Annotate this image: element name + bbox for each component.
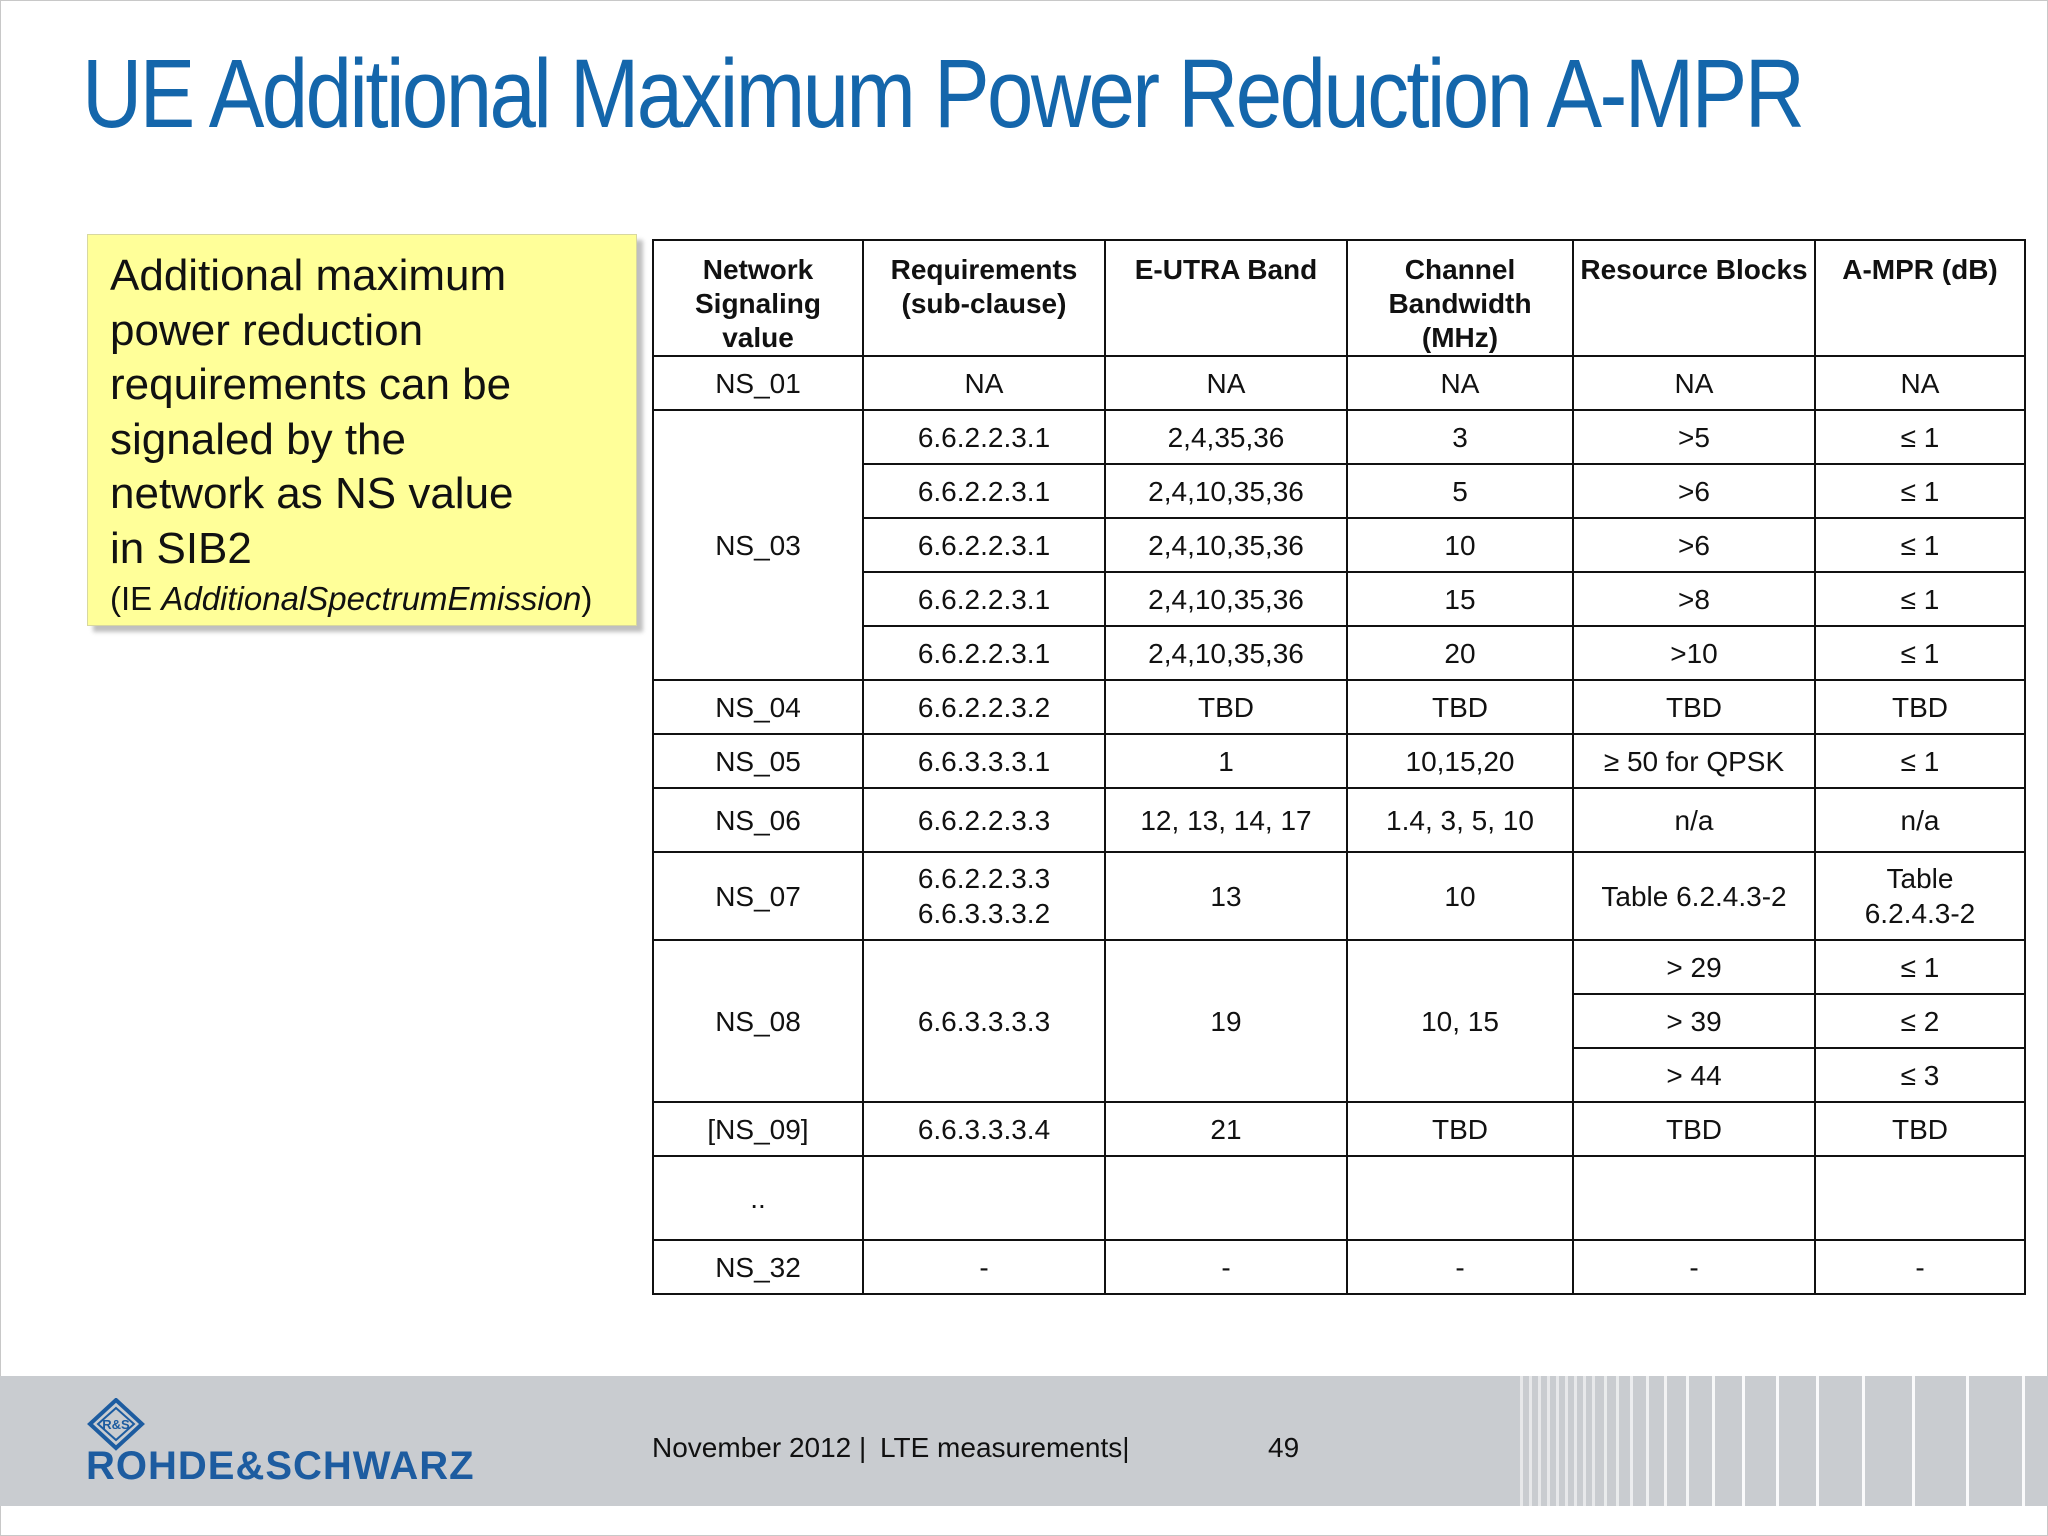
footer-date: November 2012 | bbox=[652, 1432, 867, 1463]
table-row bbox=[653, 1156, 2025, 1240]
table-cell: ≤ 1 bbox=[1815, 518, 2025, 572]
table-cell: .. bbox=[653, 1156, 863, 1240]
table-cell: ≤ 1 bbox=[1815, 410, 2025, 464]
table-cell: NA bbox=[1347, 356, 1573, 410]
table-cell: NS_32 bbox=[653, 1240, 863, 1294]
cell-line: 6.6.2.2.3.3 bbox=[917, 863, 1051, 894]
slide-title: UE Additional Maximum Power Reduction A-MPR bbox=[82, 39, 1803, 148]
table-cell: - bbox=[1573, 1240, 1815, 1294]
table-cell: 6.6.2.2.3.1 bbox=[863, 518, 1105, 572]
table-cell: 10 bbox=[1347, 518, 1573, 572]
table-row bbox=[653, 788, 2025, 852]
table-cell: NS_04 bbox=[653, 680, 863, 734]
table-cell: - bbox=[1347, 1240, 1573, 1294]
table-cell: - bbox=[1815, 1240, 2025, 1294]
ie-name: AdditionalSpectrumEmission bbox=[161, 580, 582, 617]
callout-line: in SIB2 bbox=[110, 523, 252, 573]
table-cell: ≥ 50 for QPSK bbox=[1573, 734, 1815, 788]
table-cell: >8 bbox=[1573, 572, 1815, 626]
table-cell: > 44 bbox=[1573, 1048, 1815, 1102]
table-cell: TBD bbox=[1815, 1102, 2025, 1156]
table-cell: 10, 15 bbox=[1347, 940, 1573, 1102]
table-cell: ≤ 3 bbox=[1815, 1048, 2025, 1102]
table-cell bbox=[1815, 1156, 2025, 1240]
ie-prefix: (IE bbox=[110, 580, 162, 617]
table-cell: 2,4,10,35,36 bbox=[1105, 464, 1347, 518]
table-row bbox=[653, 356, 2025, 410]
table-row bbox=[653, 1102, 2025, 1156]
table-cell: ≤ 1 bbox=[1815, 626, 2025, 680]
table-cell: [NS_09] bbox=[653, 1102, 863, 1156]
table-cell: 10 bbox=[1347, 852, 1573, 940]
table-cell: 6.6.3.3.3.1 bbox=[863, 734, 1105, 788]
table-cell: ≤ 1 bbox=[1815, 940, 2025, 994]
callout-line: network as NS value bbox=[110, 469, 514, 518]
page-number: 49 bbox=[1268, 1432, 1300, 1463]
table-cell: TBD bbox=[1573, 1102, 1815, 1156]
table-cell: 2,4,10,35,36 bbox=[1105, 572, 1347, 626]
header-resource-blocks: Resource Blocks bbox=[1573, 240, 1815, 356]
table-row bbox=[653, 680, 2025, 734]
table-cell: NS_08 bbox=[653, 940, 863, 1102]
table-cell: ≤ 1 bbox=[1815, 572, 2025, 626]
table-cell: >5 bbox=[1573, 410, 1815, 464]
ampr-table bbox=[652, 239, 2026, 1295]
table-cell: >6 bbox=[1573, 518, 1815, 572]
table-cell: ≤ 2 bbox=[1815, 994, 2025, 1048]
table-cell bbox=[863, 852, 1105, 940]
table-cell: 2,4,10,35,36 bbox=[1105, 626, 1347, 680]
table-cell: 15 bbox=[1347, 572, 1573, 626]
header-ns-value: Network Signaling value bbox=[653, 240, 863, 356]
table-cell: 10,15,20 bbox=[1347, 734, 1573, 788]
table-cell: 2,4,35,36 bbox=[1105, 410, 1347, 464]
table-cell: TBD bbox=[1347, 1102, 1573, 1156]
table-cell: > 39 bbox=[1573, 994, 1815, 1048]
table-cell: TBD bbox=[1815, 680, 2025, 734]
header-channel-bandwidth: Channel Bandwidth (MHz) bbox=[1347, 240, 1573, 356]
table-cell: 1.4, 3, 5, 10 bbox=[1347, 788, 1573, 852]
table-cell: TBD bbox=[1105, 680, 1347, 734]
table-cell: 6.6.3.3.3.3 bbox=[863, 940, 1105, 1102]
table-cell: NS_03 bbox=[653, 410, 863, 680]
table-row bbox=[653, 1240, 2025, 1294]
table-cell: NA bbox=[863, 356, 1105, 410]
rohde-schwarz-logo bbox=[86, 1398, 546, 1488]
table-cell: 6.6.2.2.3.3 bbox=[863, 788, 1105, 852]
header-band: E-UTRA Band bbox=[1105, 240, 1347, 356]
table-cell: n/a bbox=[1815, 788, 2025, 852]
table-row bbox=[653, 410, 2025, 464]
header-ampr: A-MPR (dB) bbox=[1815, 240, 2025, 356]
table-cell: NS_05 bbox=[653, 734, 863, 788]
footer-topic: LTE measurements| bbox=[880, 1432, 1130, 1463]
table-cell: 3 bbox=[1347, 410, 1573, 464]
table-cell: NA bbox=[1815, 356, 2025, 410]
ie-suffix: ) bbox=[581, 580, 593, 617]
table-cell: ≤ 1 bbox=[1815, 464, 2025, 518]
table-cell: 6.6.2.2.3.1 bbox=[863, 464, 1105, 518]
table-cell: 6.6.2.2.3.2 bbox=[863, 680, 1105, 734]
cell-line: 6.2.4.3-2 bbox=[1864, 898, 1976, 929]
table-cell: NS_07 bbox=[653, 852, 863, 940]
table-cell: > 29 bbox=[1573, 940, 1815, 994]
table-cell: >10 bbox=[1573, 626, 1815, 680]
table-cell: NA bbox=[1573, 356, 1815, 410]
table-cell: 6.6.3.3.3.4 bbox=[863, 1102, 1105, 1156]
table-cell: 21 bbox=[1105, 1102, 1347, 1156]
table-cell: 12, 13, 14, 17 bbox=[1105, 788, 1347, 852]
table-cell: - bbox=[863, 1240, 1105, 1294]
table-cell: 6.6.2.2.3.1 bbox=[863, 410, 1105, 464]
table-cell: n/a bbox=[1573, 788, 1815, 852]
table-row bbox=[653, 734, 2025, 788]
table-cell: NS_01 bbox=[653, 356, 863, 410]
table-cell: 6.6.2.2.3.1 bbox=[863, 572, 1105, 626]
callout-line: signaled by the bbox=[110, 414, 406, 464]
table-cell: NA bbox=[1105, 356, 1347, 410]
callout-ie-note bbox=[110, 576, 614, 622]
table-cell bbox=[1105, 1156, 1347, 1240]
table-cell: 6.6.2.2.3.1 bbox=[863, 626, 1105, 680]
callout-line: Additional maximum bbox=[110, 251, 507, 300]
callout-box bbox=[87, 234, 637, 626]
cell-line: Table bbox=[1886, 863, 1954, 894]
table-cell: 1 bbox=[1105, 734, 1347, 788]
table-cell bbox=[863, 1156, 1105, 1240]
table-cell: 19 bbox=[1105, 940, 1347, 1102]
header-requirements: Requirements (sub-clause) bbox=[863, 240, 1105, 356]
table-cell: NS_06 bbox=[653, 788, 863, 852]
table-row bbox=[653, 852, 2025, 940]
footer-stripes bbox=[1520, 1376, 2048, 1506]
table-cell: - bbox=[1105, 1240, 1347, 1294]
table-cell bbox=[1815, 852, 2025, 940]
table-cell: ≤ 1 bbox=[1815, 734, 2025, 788]
callout-line: power reduction bbox=[110, 305, 424, 355]
table-cell: TBD bbox=[1573, 680, 1815, 734]
table-cell: TBD bbox=[1347, 680, 1573, 734]
header-row bbox=[653, 240, 2025, 356]
table-cell: Table 6.2.4.3-2 bbox=[1573, 852, 1815, 940]
brand-name: ROHDE&SCHWARZ bbox=[86, 1444, 475, 1488]
table-row bbox=[653, 940, 2025, 994]
table-cell bbox=[1573, 1156, 1815, 1240]
table-cell bbox=[1347, 1156, 1573, 1240]
table-cell: 20 bbox=[1347, 626, 1573, 680]
table-cell: >6 bbox=[1573, 464, 1815, 518]
logo-letters: R&S bbox=[102, 1417, 130, 1432]
table-cell: 13 bbox=[1105, 852, 1347, 940]
cell-line: 6.6.3.3.3.2 bbox=[917, 898, 1051, 929]
table-cell: 5 bbox=[1347, 464, 1573, 518]
table-cell: 2,4,10,35,36 bbox=[1105, 518, 1347, 572]
callout-line: requirements can be bbox=[110, 360, 512, 409]
